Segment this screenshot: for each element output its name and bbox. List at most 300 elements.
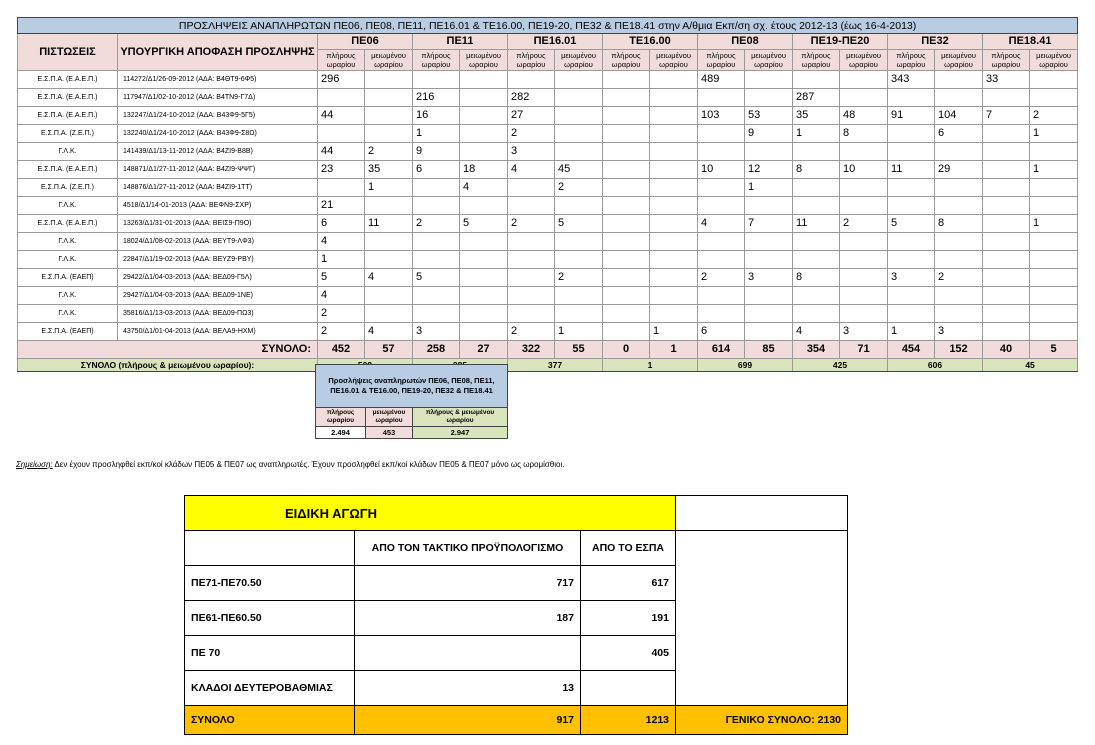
- total-cell: 71: [840, 341, 888, 359]
- funding-source: Γ.Λ.Κ.: [18, 287, 118, 305]
- group-header: ΠΕ16.01: [508, 34, 603, 50]
- decision-ref: 29427/Δ1/04-03-2013 (ΑΔΑ: ΒΕΔ09-1ΝΕ): [118, 287, 318, 305]
- table-row: [18, 179, 1078, 197]
- value-cell: [413, 287, 460, 305]
- value-cell: [840, 305, 888, 323]
- value-cell: [413, 233, 460, 251]
- value-cell: 11: [888, 161, 935, 179]
- value-cell: [555, 125, 603, 143]
- value-cell: [983, 89, 1030, 107]
- full-time-header: πλήρους ωραρίου: [983, 50, 1030, 71]
- value-cell: [745, 287, 793, 305]
- value-cell: 16: [413, 107, 460, 125]
- decision-ref: 132240/Δ1/24-10-2012 (ΑΔΑ: Β43Φ9-Σ8Ω): [118, 125, 318, 143]
- value-cell: [888, 251, 935, 269]
- value-cell: 2: [935, 269, 983, 287]
- value-cell: [460, 251, 508, 269]
- value-cell: 5: [460, 215, 508, 233]
- total-cell: 57: [365, 341, 413, 359]
- value-cell: [793, 305, 840, 323]
- total-cell: 322: [508, 341, 555, 359]
- value-cell: [413, 71, 460, 89]
- value-cell: 287: [793, 89, 840, 107]
- value-cell: 2: [413, 215, 460, 233]
- special-grand-total: ΓΕΝΙΚΟ ΣΥΝΟΛΟ: 2130: [676, 706, 848, 735]
- special-row-budget: 13: [355, 671, 581, 706]
- funding-source: Ε.Σ.Π.Α. (Ε.Α.Ε.Π.): [18, 71, 118, 89]
- special-title: ΕΙΔΙΚΗ ΑΓΩΓΗ: [185, 496, 676, 531]
- special-row-espa: 191: [581, 601, 676, 636]
- value-cell: [745, 71, 793, 89]
- value-cell: [460, 323, 508, 341]
- value-cell: [745, 143, 793, 161]
- value-cell: [555, 71, 603, 89]
- value-cell: [935, 251, 983, 269]
- value-cell: 5: [413, 269, 460, 287]
- grand-total-cell: 377: [508, 359, 603, 372]
- value-cell: 5: [888, 215, 935, 233]
- value-cell: 9: [413, 143, 460, 161]
- value-cell: [318, 179, 365, 197]
- value-cell: [650, 143, 698, 161]
- value-cell: [365, 233, 413, 251]
- value-cell: [413, 251, 460, 269]
- total-cell: 85: [745, 341, 793, 359]
- value-cell: 1: [413, 125, 460, 143]
- value-cell: 12: [745, 161, 793, 179]
- table-row: [18, 107, 1078, 125]
- funding-source: Ε.Σ.Π.Α. (Ζ.Ε.Π.): [18, 179, 118, 197]
- special-col-budget: ΑΠΟ ΤΟΝ ΤΑΚΤΙΚΟ ΠΡΟΫΠΟΛΟΓΙΣΜΟ: [355, 531, 581, 566]
- value-cell: [460, 125, 508, 143]
- value-cell: 23: [318, 161, 365, 179]
- value-cell: 8: [935, 215, 983, 233]
- value-cell: [460, 143, 508, 161]
- value-cell: [413, 179, 460, 197]
- table-row: [18, 287, 1078, 305]
- summary-full-label: πλήρους ωραρίου: [316, 408, 366, 427]
- value-cell: 35: [365, 161, 413, 179]
- value-cell: [1030, 305, 1078, 323]
- special-row-budget: [355, 636, 581, 671]
- group-header: ΠΕ19-ΠΕ20: [793, 34, 888, 50]
- value-cell: [698, 305, 745, 323]
- value-cell: [603, 287, 650, 305]
- funding-source: Ε.Σ.Π.Α. (Ζ.Ε.Π.): [18, 125, 118, 143]
- value-cell: 4: [460, 179, 508, 197]
- total-cell: 1: [650, 341, 698, 359]
- reduced-time-header: μειωμένου ωραρίου: [555, 50, 603, 71]
- value-cell: 1: [555, 323, 603, 341]
- value-cell: [603, 71, 650, 89]
- value-cell: 53: [745, 107, 793, 125]
- funding-source: Ε.Σ.Π.Α. (Ε.Α.Ε.Π.): [18, 215, 118, 233]
- reduced-time-header: μειωμένου ωραρίου: [935, 50, 983, 71]
- value-cell: [983, 305, 1030, 323]
- value-cell: [888, 287, 935, 305]
- table-row: [18, 143, 1078, 161]
- value-cell: [983, 323, 1030, 341]
- value-cell: [840, 71, 888, 89]
- special-side-blank: [676, 531, 848, 706]
- summary-full-value: 2.494: [316, 427, 366, 439]
- funding-source: Ε.Σ.Π.Α. (Ε.Α.Ε.Π.): [18, 161, 118, 179]
- full-time-header: πλήρους ωραρίου: [508, 50, 555, 71]
- value-cell: [698, 233, 745, 251]
- grand-total-cell: 699: [698, 359, 793, 372]
- group-header: ΠΕ08: [698, 34, 793, 50]
- value-cell: 103: [698, 107, 745, 125]
- value-cell: 7: [745, 215, 793, 233]
- value-cell: [413, 305, 460, 323]
- value-cell: [650, 179, 698, 197]
- value-cell: [603, 179, 650, 197]
- value-cell: 8: [793, 161, 840, 179]
- value-cell: [508, 269, 555, 287]
- value-cell: [983, 233, 1030, 251]
- decision-ref: 22847/Δ1/19-02-2013 (ΑΔΑ: ΒΕΥΖ9-ΡΒΥ): [118, 251, 318, 269]
- value-cell: 21: [318, 197, 365, 215]
- recruitment-table: [17, 17, 1078, 372]
- value-cell: [365, 89, 413, 107]
- value-cell: [793, 179, 840, 197]
- value-cell: 1: [1030, 161, 1078, 179]
- decision-ref: 148871/Δ1/27-11-2012 (ΑΔΑ: Β4ΖΙ9-ΨΨΓ): [118, 161, 318, 179]
- value-cell: 3: [508, 143, 555, 161]
- value-cell: 2: [365, 143, 413, 161]
- value-cell: [888, 233, 935, 251]
- grand-totals-label: ΣΥΝΟΛΟ (πλήρους & μειωμένου ωραρίου):: [18, 359, 318, 372]
- group-header: ΠΕ32: [888, 34, 983, 50]
- value-cell: 4: [365, 269, 413, 287]
- value-cell: 6: [318, 215, 365, 233]
- value-cell: 1: [1030, 215, 1078, 233]
- value-cell: [935, 89, 983, 107]
- special-row-label: ΠΕ 70: [185, 636, 355, 671]
- value-cell: [840, 251, 888, 269]
- full-time-header: πλήρους ωραρίου: [603, 50, 650, 71]
- total-cell: 5: [1030, 341, 1078, 359]
- value-cell: 1: [365, 179, 413, 197]
- value-cell: 11: [793, 215, 840, 233]
- value-cell: 33: [983, 71, 1030, 89]
- value-cell: [935, 197, 983, 215]
- value-cell: 10: [840, 161, 888, 179]
- funding-source: Ε.Σ.Π.Α. (Ε.Α.Ε.Π.): [18, 107, 118, 125]
- value-cell: [1030, 197, 1078, 215]
- value-cell: [650, 287, 698, 305]
- value-cell: [935, 233, 983, 251]
- value-cell: [840, 287, 888, 305]
- group-header: ΠΕ11: [413, 34, 508, 50]
- value-cell: 3: [840, 323, 888, 341]
- full-time-header: πλήρους ωραρίου: [793, 50, 840, 71]
- funding-source: Γ.Λ.Κ.: [18, 305, 118, 323]
- value-cell: [888, 89, 935, 107]
- value-cell: [1030, 251, 1078, 269]
- full-time-header: πλήρους ωραρίου: [318, 50, 365, 71]
- group-header: ΠΕ18.41: [983, 34, 1078, 50]
- value-cell: [745, 305, 793, 323]
- value-cell: 489: [698, 71, 745, 89]
- value-cell: [698, 125, 745, 143]
- special-education-table: [184, 495, 848, 735]
- value-cell: 2: [508, 215, 555, 233]
- value-cell: [603, 143, 650, 161]
- table-row: [18, 89, 1078, 107]
- total-cell: 0: [603, 341, 650, 359]
- value-cell: 1: [318, 251, 365, 269]
- value-cell: [508, 197, 555, 215]
- value-cell: [840, 179, 888, 197]
- value-cell: [983, 251, 1030, 269]
- group-header: ΤΕ16.00: [603, 34, 698, 50]
- value-cell: [508, 251, 555, 269]
- value-cell: 91: [888, 107, 935, 125]
- value-cell: [413, 197, 460, 215]
- total-cell: 614: [698, 341, 745, 359]
- value-cell: [840, 89, 888, 107]
- total-cell: 40: [983, 341, 1030, 359]
- value-cell: [365, 125, 413, 143]
- value-cell: [793, 71, 840, 89]
- value-cell: [603, 161, 650, 179]
- value-cell: [840, 197, 888, 215]
- value-cell: [983, 161, 1030, 179]
- value-cell: [793, 233, 840, 251]
- value-cell: 2: [1030, 107, 1078, 125]
- grand-total-cell: 425: [793, 359, 888, 372]
- value-cell: 3: [935, 323, 983, 341]
- value-cell: [745, 251, 793, 269]
- total-cell: 152: [935, 341, 983, 359]
- value-cell: [745, 197, 793, 215]
- value-cell: 27: [508, 107, 555, 125]
- full-time-header: πλήρους ωραρίου: [888, 50, 935, 71]
- decision-ref: 29422/Δ1/04-03-2013 (ΑΔΑ: ΒΕΔ09-Γ5Λ): [118, 269, 318, 287]
- table-row: [18, 161, 1078, 179]
- decision-ref: 4518/Δ1/14-01-2013 (ΑΔΑ: ΒΕΦΝ9-ΣΧΡ): [118, 197, 318, 215]
- special-row-label: ΠΕ61-ΠΕ60.50: [185, 601, 355, 636]
- value-cell: [745, 323, 793, 341]
- grand-total-cell: 606: [888, 359, 983, 372]
- total-cell: 452: [318, 341, 365, 359]
- table-row: [18, 323, 1078, 341]
- value-cell: [318, 125, 365, 143]
- value-cell: 2: [318, 323, 365, 341]
- value-cell: [365, 197, 413, 215]
- totals-label: ΣΥΝΟΛΟ:: [18, 341, 318, 359]
- value-cell: 6: [935, 125, 983, 143]
- value-cell: [935, 179, 983, 197]
- value-cell: [698, 287, 745, 305]
- value-cell: [603, 89, 650, 107]
- value-cell: [840, 143, 888, 161]
- footnote-text: Δεν έχουν προσληφθεί εκπ/κοί κλάδων ΠΕ05 & ΠΕ07 ως αναπληρωτές. Έχουν προσληφθεί εκπ/κοί κλάδων ΠΕ05 & ΠΕ07 μόνο ως ωρομίσθιοι.: [52, 460, 565, 469]
- value-cell: 2: [508, 323, 555, 341]
- value-cell: [555, 107, 603, 125]
- summary-title: Προσλήψεις αναπληρωτών ΠΕ06, ΠΕ08, ΠΕ11, ΠΕ16.01 & ΤΕ16.00, ΠΕ19-20, ΠΕ32 & ΠΕ18.41: [316, 365, 508, 408]
- value-cell: [555, 89, 603, 107]
- value-cell: 5: [555, 215, 603, 233]
- grand-totals-row: [18, 359, 1078, 372]
- value-cell: [983, 287, 1030, 305]
- value-cell: [603, 323, 650, 341]
- value-cell: [745, 233, 793, 251]
- decision-ref: 132247/Δ1/24-10-2012 (ΑΔΑ: Β43Φ9-5Γ5): [118, 107, 318, 125]
- value-cell: 10: [698, 161, 745, 179]
- special-total-espa: 1213: [581, 706, 676, 735]
- value-cell: [603, 233, 650, 251]
- special-col-espa: ΑΠΟ ΤΟ ΕΣΠΑ: [581, 531, 676, 566]
- grand-total-cell: 1: [603, 359, 698, 372]
- value-cell: 18: [460, 161, 508, 179]
- value-cell: 2: [318, 305, 365, 323]
- value-cell: [888, 143, 935, 161]
- table-row: [18, 233, 1078, 251]
- value-cell: 104: [935, 107, 983, 125]
- value-cell: 4: [365, 323, 413, 341]
- value-cell: [1030, 143, 1078, 161]
- value-cell: [650, 71, 698, 89]
- value-cell: 1: [745, 179, 793, 197]
- value-cell: 3: [413, 323, 460, 341]
- value-cell: [555, 305, 603, 323]
- funding-source: Γ.Λ.Κ.: [18, 233, 118, 251]
- value-cell: [650, 197, 698, 215]
- value-cell: [508, 233, 555, 251]
- value-cell: 7: [983, 107, 1030, 125]
- full-time-header: πλήρους ωραρίου: [698, 50, 745, 71]
- total-cell: 454: [888, 341, 935, 359]
- value-cell: [603, 125, 650, 143]
- value-cell: [745, 89, 793, 107]
- value-cell: 4: [508, 161, 555, 179]
- value-cell: [935, 305, 983, 323]
- special-row-espa: 617: [581, 566, 676, 601]
- reduced-time-header: μειωμένου ωραρίου: [650, 50, 698, 71]
- value-cell: 4: [698, 215, 745, 233]
- value-cell: 44: [318, 143, 365, 161]
- value-cell: [603, 107, 650, 125]
- value-cell: [698, 179, 745, 197]
- footnote: [16, 460, 564, 469]
- value-cell: [793, 287, 840, 305]
- funding-header: ΠΙΣΤΩΣΕΙΣ: [18, 34, 118, 71]
- value-cell: [793, 197, 840, 215]
- reduced-time-header: μειωμένου ωραρίου: [840, 50, 888, 71]
- table-row: [18, 71, 1078, 89]
- funding-source: Ε.Σ.Π.Α. (ΕΑΕΠ): [18, 323, 118, 341]
- value-cell: [603, 305, 650, 323]
- special-row-label: ΚΛΑΔΟΙ ΔΕΥΤΕΡΟΒΑΘΜΙΑΣ: [185, 671, 355, 706]
- value-cell: [460, 71, 508, 89]
- value-cell: 3: [888, 269, 935, 287]
- value-cell: [935, 287, 983, 305]
- value-cell: [460, 269, 508, 287]
- funding-source: Γ.Λ.Κ.: [18, 251, 118, 269]
- value-cell: [1030, 71, 1078, 89]
- table-title: ΠΡΟΣΛΗΨΕΙΣ ΑΝΑΠΛΗΡΩΤΩΝ ΠΕ06, ΠΕ08, ΠΕ11, ΠΕ16.01 & ΤΕ16.00, ΠΕ19-20, ΠΕ32 & ΠΕ18.41 στην Α/θμια Εκπ/ση σχ. έτους 2012-13 (έως 16-4-2013): [18, 18, 1078, 34]
- value-cell: 6: [413, 161, 460, 179]
- value-cell: [365, 287, 413, 305]
- reduced-time-header: μειωμένου ωραρίου: [460, 50, 508, 71]
- value-cell: [983, 143, 1030, 161]
- value-cell: 3: [745, 269, 793, 287]
- value-cell: [555, 197, 603, 215]
- value-cell: [983, 125, 1030, 143]
- decision-ref: 13263/Δ1/31-01-2013 (ΑΔΑ: ΒΕΙΣ9-Π9Ο): [118, 215, 318, 233]
- value-cell: [555, 143, 603, 161]
- funding-source: Ε.Σ.Π.Α. (Ε.Α.Ε.Π.): [18, 89, 118, 107]
- value-cell: [555, 233, 603, 251]
- value-cell: [1030, 269, 1078, 287]
- value-cell: [650, 161, 698, 179]
- decision-ref: 18024/Δ1/08-02-2013 (ΑΔΑ: ΒΕΥΤ9-ΛΦ3): [118, 233, 318, 251]
- funding-source: Γ.Λ.Κ.: [18, 143, 118, 161]
- value-cell: [650, 89, 698, 107]
- value-cell: [935, 143, 983, 161]
- value-cell: [460, 107, 508, 125]
- value-cell: [365, 71, 413, 89]
- value-cell: 1: [1030, 125, 1078, 143]
- value-cell: [555, 287, 603, 305]
- value-cell: 2: [555, 179, 603, 197]
- table-row: [18, 125, 1078, 143]
- decision-ref: 43750/Δ1/01-04-2013 (ΑΔΑ: ΒΕΛΑ9-ΗΧΜ): [118, 323, 318, 341]
- value-cell: [603, 269, 650, 287]
- value-cell: [888, 305, 935, 323]
- value-cell: [983, 197, 1030, 215]
- totals-row: [18, 341, 1078, 359]
- value-cell: 2: [840, 215, 888, 233]
- decision-ref: 141439/Δ1/13-11-2012 (ΑΔΑ: Β4ΖΙ9-Β8Β): [118, 143, 318, 161]
- group-header: ΠΕ06: [318, 34, 413, 50]
- grand-total-cell: 45: [983, 359, 1078, 372]
- value-cell: [650, 251, 698, 269]
- value-cell: 4: [318, 233, 365, 251]
- total-cell: 55: [555, 341, 603, 359]
- value-cell: [935, 71, 983, 89]
- value-cell: [983, 179, 1030, 197]
- value-cell: 8: [793, 269, 840, 287]
- reduced-time-header: μειωμένου ωραρίου: [745, 50, 793, 71]
- summary-both-label: πλήρους & μειωμένου ωραρίου: [413, 408, 508, 427]
- value-cell: [1030, 323, 1078, 341]
- total-cell: 258: [413, 341, 460, 359]
- value-cell: [650, 233, 698, 251]
- value-cell: 11: [365, 215, 413, 233]
- decision-ref: 114272/Δ1/26-09-2012 (ΑΔΑ: Β4ΘΤ9-6Φ5): [118, 71, 318, 89]
- table-row: [18, 251, 1078, 269]
- value-cell: [508, 71, 555, 89]
- value-cell: [508, 179, 555, 197]
- value-cell: 8: [840, 125, 888, 143]
- total-cell: 27: [460, 341, 508, 359]
- value-cell: [888, 197, 935, 215]
- value-cell: 44: [318, 107, 365, 125]
- value-cell: [650, 305, 698, 323]
- value-cell: 343: [888, 71, 935, 89]
- funding-source: Ε.Σ.Π.Α. (ΕΑΕΠ): [18, 269, 118, 287]
- value-cell: [650, 107, 698, 125]
- value-cell: [603, 197, 650, 215]
- value-cell: [460, 89, 508, 107]
- funding-source: Γ.Λ.Κ.: [18, 197, 118, 215]
- value-cell: [650, 269, 698, 287]
- value-cell: [840, 269, 888, 287]
- value-cell: 9: [745, 125, 793, 143]
